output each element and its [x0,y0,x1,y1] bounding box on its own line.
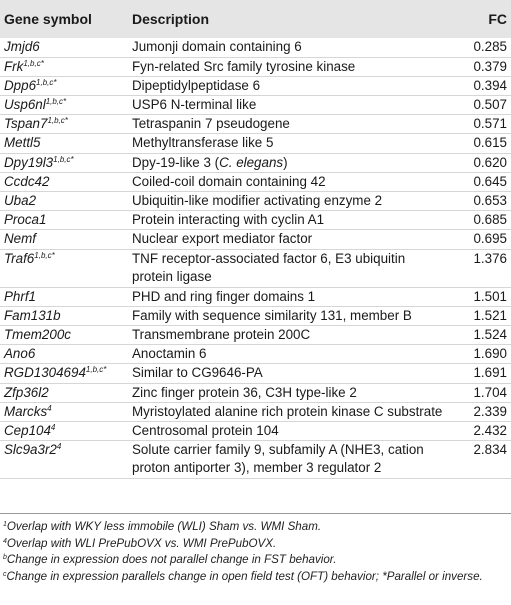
description-text: Anoctamin 6 [132,346,207,362]
footnote-mark: 1 [3,521,7,528]
header-gene-symbol: Gene symbol [4,11,92,27]
table-body [0,38,511,479]
fc-value: 0.394 [452,76,511,95]
table-header [0,0,511,38]
description-cell [128,38,452,57]
gene-symbol-cell [0,211,128,230]
gene-symbol: Nemf [4,231,36,247]
table-row [0,230,511,249]
description-text: Protein interacting with cyclin A1 [132,212,325,228]
header-description: Description [132,11,210,27]
table-row [0,402,511,421]
footnote [3,519,508,536]
footnotes [3,519,508,585]
gene-symbol-cell [0,134,128,153]
footnote-mark: 4 [3,537,7,545]
gene-footnote-marker: 1,b,c* [23,58,44,68]
description-text: Family with sequence similarity 131, member B [132,307,412,323]
description-cell [128,287,452,306]
gene-footnote-marker: 1,b,c* [47,116,68,126]
fc-value: 1.691 [452,364,511,383]
table-row [0,364,511,383]
table-row [0,76,511,95]
gene-symbol-cell [0,249,128,287]
gene-symbol-cell [0,153,128,172]
description-text: Centrosomal protein 104 [132,422,279,438]
description-text: Methyltransferase like 5 [132,135,274,151]
fc-value: 2.834 [452,441,511,479]
gene-footnote-marker: 1,b,c* [36,77,57,87]
gene-symbol: Tmem200c [4,326,71,342]
description-text: Similar to CG9646-PA [132,365,263,381]
description-text: USP6 N-terminal like [132,96,257,112]
description-text: Solute carrier family 9, subfamily A (NHE3, cation proton antiporter 3), member 3 regulator 2 [132,442,424,476]
fc-value: 0.620 [452,153,511,172]
gene-symbol: Phrf1 [4,288,37,304]
description-text: Ubiquitin-like modifier activating enzyme 2 [132,192,383,208]
table-row [0,153,511,172]
gene-symbol: Ccdc42 [4,173,50,189]
description-cell [128,325,452,344]
gene-symbol-cell [0,402,128,421]
gene-symbol: Zfp36l2 [4,384,49,400]
footnote-mark: b [3,554,7,561]
fc-value: 2.339 [452,402,511,421]
description-text: Fyn-related Src family tyrosine kinase [132,58,356,74]
gene-symbol: Fam131b [4,307,61,323]
table-row [0,383,511,402]
footnote-text: Overlap with WLI PrePubOVX vs. WMI PrePubOVX. [6,536,277,550]
table-row [0,421,511,440]
gene-footnote-marker: 4 [50,422,56,432]
table-row [0,191,511,210]
description-text: PHD and ring finger domains 1 [132,288,316,304]
fc-value: 1.704 [452,383,511,402]
fc-value: 0.685 [452,211,511,230]
gene-symbol: Dpy19l3 [4,154,54,170]
gene-symbol: Ano6 [4,346,36,362]
footnote-text: Overlap with WKY less immobile (WLI) Sham vs. WMI Sham. [6,520,322,533]
table-row [0,95,511,114]
gene-symbol: RGD1304694 [4,365,86,381]
table-bottom-rule [0,513,511,514]
description-text: Tetraspanin 7 pseudogene [132,116,290,132]
description-text: Coiled-coil domain containing 42 [132,173,326,189]
gene-symbol-cell [0,364,128,383]
description-cell [128,402,452,421]
gene-footnote-marker: 1,b,c* [45,96,67,106]
fc-value: 0.615 [452,134,511,153]
gene-footnote-marker: 1,b,c* [53,154,74,164]
fc-value: 0.645 [452,172,511,191]
description-text: Nuclear export mediator factor [132,231,313,247]
table-row [0,345,511,364]
description-cell [128,115,452,134]
description-cell [128,345,452,364]
description-text: TNF receptor-associated factor 6, E3 ubiquitin protein ligase [132,250,406,284]
description-cell [128,249,452,287]
description-text: Jumonji domain containing 6 [132,39,302,54]
fc-value: 1.690 [452,345,511,364]
fc-value: 1.501 [452,287,511,306]
footnote-text: Change in expression does not parallel change in FST behavior. [6,553,337,566]
fc-value: 1.521 [452,306,511,325]
gene-symbol: Jmjd6 [4,39,40,54]
gene-symbol: Mettl5 [4,135,41,151]
description-cell [128,95,452,114]
gene-symbol: Slc9a3r2 [4,442,57,458]
fc-value: 0.653 [452,191,511,210]
description-tail: ) [283,154,288,170]
gene-symbol-cell [0,95,128,114]
description-text: Dipeptidylpeptidase 6 [132,77,261,93]
description-text: Zinc finger protein 36, C3H type-like 2 [132,384,357,400]
gene-footnote-marker: 1,b,c* [34,250,55,260]
footnote [3,552,508,569]
description-cell [128,172,452,191]
description-cell [128,421,452,440]
description-cell [128,383,452,402]
description-cell [128,191,452,210]
fc-value: 0.285 [452,38,511,57]
gene-symbol-cell [0,287,128,306]
table-row [0,325,511,344]
fc-value: 0.507 [452,95,511,114]
table-row [0,306,511,325]
fc-value: 0.571 [452,115,511,134]
fc-value: 1.524 [452,325,511,344]
description-species: C. elegans [219,154,284,170]
gene-symbol: Frk [4,58,24,74]
gene-symbol-cell [0,383,128,402]
table-row [0,287,511,306]
header-fc: FC [488,11,507,27]
table-row [0,115,511,134]
gene-symbol: Dpp6 [4,77,37,93]
table-row [0,249,511,287]
gene-symbol-cell [0,38,128,57]
table-row [0,57,511,76]
description-cell [128,364,452,383]
gene-symbol-cell [0,421,128,440]
gene-symbol: Marcks [4,403,48,419]
gene-symbol-cell [0,172,128,191]
gene-symbol: Tspan7 [4,116,48,132]
gene-symbol-cell [0,76,128,95]
gene-symbol: Uba2 [4,192,37,208]
footnote [3,569,508,586]
footnote-text: Change in expression parallels change in open field test (OFT) behavior; *Parallel or inverse. [6,569,483,583]
fc-value: 0.695 [452,230,511,249]
description-cell [128,306,452,325]
footnote-mark: c [3,570,7,578]
gene-symbol-cell [0,191,128,210]
gene-symbol-cell [0,57,128,76]
gene-symbol: Usp6nl [4,96,46,112]
gene-symbol: Traf6 [4,250,35,266]
gene-symbol-cell [0,441,128,479]
gene-symbol-cell [0,345,128,364]
table-row [0,38,511,57]
gene-symbol: Cep104 [4,422,51,438]
fc-value: 0.379 [452,57,511,76]
gene-symbol-cell [0,306,128,325]
table-row [0,134,511,153]
gene-symbol: Proca1 [4,212,47,228]
description-cell [128,153,452,172]
table-row [0,172,511,191]
description-cell [128,57,452,76]
description-cell [128,230,452,249]
description-text: Dpy-19-like 3 ( [132,154,220,170]
table-row [0,441,511,479]
fc-value: 1.376 [452,249,511,287]
description-cell [128,441,452,479]
gene-footnote-marker: 1,b,c* [85,365,107,375]
fc-value: 2.432 [452,421,511,440]
description-text: Myristoylated alanine rich protein kinase C substrate [132,403,443,419]
gene-footnote-marker: 4 [47,403,52,413]
gene-footnote-marker: 4 [56,442,62,452]
description-text: Transmembrane protein 200C [132,326,311,342]
gene-symbol-cell [0,325,128,344]
description-cell [128,134,452,153]
gene-symbol-cell [0,230,128,249]
table-row [0,211,511,230]
gene-symbol-cell [0,115,128,134]
description-cell [128,211,452,230]
description-cell [128,76,452,95]
footnote [3,536,508,553]
